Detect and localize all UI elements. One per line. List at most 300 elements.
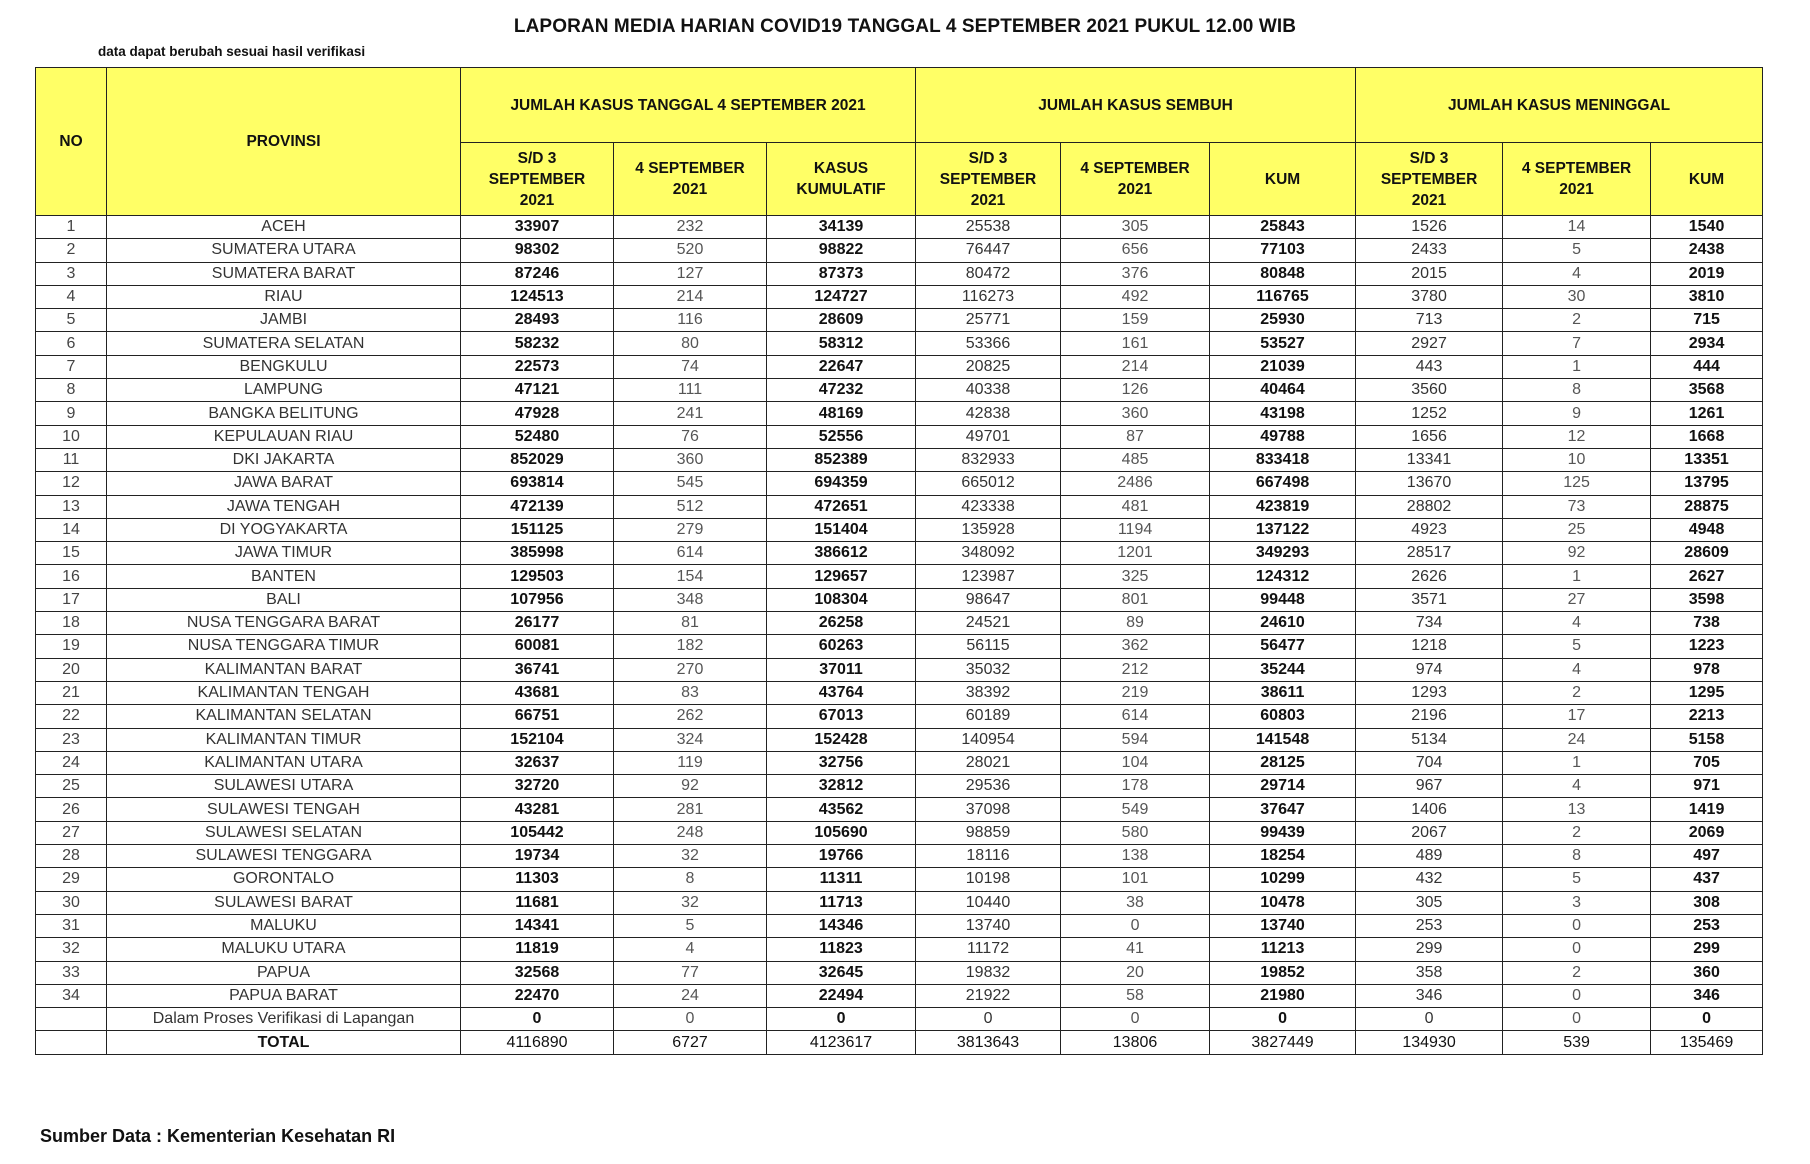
- cell-sd3-kasus: 0: [461, 1008, 614, 1031]
- header-line: SEPTEMBER: [939, 170, 1037, 188]
- cell-sd3-meninggal: 1218: [1356, 635, 1503, 658]
- cell-kum-sembuh: 43198: [1210, 402, 1356, 425]
- cell-sd3-sembuh: 35032: [916, 658, 1061, 681]
- cell-sd3-meninggal: 28802: [1356, 495, 1503, 518]
- cell-sd3-meninggal: 28517: [1356, 542, 1503, 565]
- cell-no: 26: [36, 798, 107, 821]
- cell-sd3-kasus: 124513: [461, 285, 614, 308]
- cell-kum-sembuh: 3827449: [1210, 1031, 1356, 1054]
- cell-no: 13: [36, 495, 107, 518]
- cell-kum-sembuh: 13740: [1210, 914, 1356, 937]
- cell-4sep-meninggal: 4: [1503, 658, 1651, 681]
- cell-sd3-sembuh: 423338: [916, 495, 1061, 518]
- cell-sd3-sembuh: 10198: [916, 868, 1061, 891]
- cell-kum-sembuh: 49788: [1210, 425, 1356, 448]
- cell-kum-sembuh: 37647: [1210, 798, 1356, 821]
- cell-kumulatif-kasus: 52556: [767, 425, 916, 448]
- cell-kum-meninggal: 13795: [1651, 472, 1763, 495]
- cell-no: 23: [36, 728, 107, 751]
- cell-kumulatif-kasus: 60263: [767, 635, 916, 658]
- cell-no: 4: [36, 285, 107, 308]
- cell-kum-sembuh: 29714: [1210, 775, 1356, 798]
- cell-no: 8: [36, 379, 107, 402]
- cell-4sep-kasus: 4: [614, 938, 767, 961]
- table-row: [36, 425, 1763, 448]
- cell-kumulatif-kasus: 694359: [767, 472, 916, 495]
- cell-no: 34: [36, 984, 107, 1007]
- cell-kum-meninggal: 971: [1651, 775, 1763, 798]
- cell-4sep-sembuh: 656: [1061, 239, 1210, 262]
- cell-sd3-sembuh: 832933: [916, 448, 1061, 471]
- cell-kum-sembuh: 116765: [1210, 285, 1356, 308]
- cell-sd3-kasus: 4116890: [461, 1031, 614, 1054]
- cell-kumulatif-kasus: 852389: [767, 448, 916, 471]
- cell-sd3-sembuh: 40338: [916, 379, 1061, 402]
- cell-provinsi: BANTEN: [107, 565, 461, 588]
- cell-kum-meninggal: 135469: [1651, 1031, 1763, 1054]
- cell-4sep-meninggal: 1: [1503, 751, 1651, 774]
- cell-4sep-sembuh: 492: [1061, 285, 1210, 308]
- cell-kum-sembuh: 667498: [1210, 472, 1356, 495]
- table-row: [36, 309, 1763, 332]
- cell-no: 22: [36, 705, 107, 728]
- cell-4sep-meninggal: 0: [1503, 1008, 1651, 1031]
- cell-provinsi: PAPUA: [107, 961, 461, 984]
- cell-sd3-kasus: 472139: [461, 495, 614, 518]
- table-row: [36, 542, 1763, 565]
- cell-4sep-sembuh: 178: [1061, 775, 1210, 798]
- cell-4sep-kasus: 545: [614, 472, 767, 495]
- cell-provinsi: KALIMANTAN UTARA: [107, 751, 461, 774]
- cell-no: 30: [36, 891, 107, 914]
- cell-kumulatif-kasus: 98822: [767, 239, 916, 262]
- cell-sd3-kasus: 105442: [461, 821, 614, 844]
- cell-kum-meninggal: 308: [1651, 891, 1763, 914]
- cell-4sep-sembuh: 87: [1061, 425, 1210, 448]
- cell-sd3-kasus: 33907: [461, 216, 614, 239]
- table-row: [36, 845, 1763, 868]
- cell-provinsi: ACEH: [107, 216, 461, 239]
- cell-provinsi: KALIMANTAN TIMUR: [107, 728, 461, 751]
- cell-no: 2: [36, 239, 107, 262]
- cell-kum-sembuh: 99448: [1210, 588, 1356, 611]
- cell-sd3-kasus: 11819: [461, 938, 614, 961]
- table-row: [36, 355, 1763, 378]
- cell-4sep-kasus: 127: [614, 262, 767, 285]
- cell-4sep-meninggal: 2: [1503, 961, 1651, 984]
- cell-no: 21: [36, 681, 107, 704]
- cell-no: 5: [36, 309, 107, 332]
- cell-kum-meninggal: 705: [1651, 751, 1763, 774]
- cell-sd3-meninggal: 974: [1356, 658, 1503, 681]
- cell-kumulatif-kasus: 11311: [767, 868, 916, 891]
- table-row: [36, 658, 1763, 681]
- header-4sep-sembuh: [1061, 143, 1210, 216]
- cell-kumulatif-kasus: 11713: [767, 891, 916, 914]
- table-row: [36, 868, 1763, 891]
- cell-sd3-meninggal: 4923: [1356, 518, 1503, 541]
- cell-kum-sembuh: 38611: [1210, 681, 1356, 704]
- cell-sd3-kasus: 22470: [461, 984, 614, 1007]
- cell-sd3-meninggal: 1526: [1356, 216, 1503, 239]
- cell-4sep-kasus: 154: [614, 565, 767, 588]
- table-row: [36, 518, 1763, 541]
- cell-kum-sembuh: 21980: [1210, 984, 1356, 1007]
- table-row: [36, 216, 1763, 239]
- cell-kumulatif-kasus: 34139: [767, 216, 916, 239]
- cell-sd3-kasus: 36741: [461, 658, 614, 681]
- cell-no: 1: [36, 216, 107, 239]
- cell-provinsi: SUMATERA SELATAN: [107, 332, 461, 355]
- cell-4sep-kasus: 116: [614, 309, 767, 332]
- cell-no: 31: [36, 914, 107, 937]
- cell-sd3-sembuh: 29536: [916, 775, 1061, 798]
- cell-4sep-kasus: 512: [614, 495, 767, 518]
- header-line: KUM: [1264, 170, 1301, 188]
- cell-sd3-kasus: 151125: [461, 518, 614, 541]
- cell-provinsi: JAMBI: [107, 309, 461, 332]
- cell-4sep-meninggal: 5: [1503, 239, 1651, 262]
- cell-provinsi: KALIMANTAN SELATAN: [107, 705, 461, 728]
- table-row: [36, 891, 1763, 914]
- cell-kumulatif-kasus: 67013: [767, 705, 916, 728]
- cell-4sep-sembuh: 360: [1061, 402, 1210, 425]
- cell-4sep-sembuh: 126: [1061, 379, 1210, 402]
- cell-kumulatif-kasus: 37011: [767, 658, 916, 681]
- cell-kum-meninggal: 2934: [1651, 332, 1763, 355]
- cell-kumulatif-kasus: 22494: [767, 984, 916, 1007]
- cell-sd3-sembuh: 348092: [916, 542, 1061, 565]
- cell-no: 17: [36, 588, 107, 611]
- cell-provinsi: DI YOGYAKARTA: [107, 518, 461, 541]
- cell-4sep-sembuh: 801: [1061, 588, 1210, 611]
- header-group-kasus: JUMLAH KASUS TANGGAL 4 SEPTEMBER 2021: [461, 68, 916, 143]
- cell-4sep-sembuh: 0: [1061, 914, 1210, 937]
- cell-no: 24: [36, 751, 107, 774]
- cell-no: 10: [36, 425, 107, 448]
- cell-4sep-sembuh: 362: [1061, 635, 1210, 658]
- cell-sd3-sembuh: 18116: [916, 845, 1061, 868]
- cell-sd3-sembuh: 38392: [916, 681, 1061, 704]
- cell-no: 7: [36, 355, 107, 378]
- cell-sd3-kasus: 52480: [461, 425, 614, 448]
- cell-kum-sembuh: 10478: [1210, 891, 1356, 914]
- cell-sd3-kasus: 58232: [461, 332, 614, 355]
- cell-sd3-kasus: 66751: [461, 705, 614, 728]
- cell-sd3-meninggal: 13341: [1356, 448, 1503, 471]
- cell-sd3-sembuh: 135928: [916, 518, 1061, 541]
- cell-4sep-sembuh: 104: [1061, 751, 1210, 774]
- cell-sd3-sembuh: 10440: [916, 891, 1061, 914]
- header-line: SEPTEMBER: [1380, 170, 1478, 188]
- cell-no: 6: [36, 332, 107, 355]
- cell-sd3-kasus: 14341: [461, 914, 614, 937]
- cell-kum-sembuh: 141548: [1210, 728, 1356, 751]
- cell-4sep-sembuh: 89: [1061, 612, 1210, 635]
- cell-sd3-sembuh: 116273: [916, 285, 1061, 308]
- cell-4sep-kasus: 360: [614, 448, 767, 471]
- cell-4sep-kasus: 81: [614, 612, 767, 635]
- table-row: [36, 612, 1763, 635]
- cell-sd3-sembuh: 3813643: [916, 1031, 1061, 1054]
- cell-sd3-kasus: 43281: [461, 798, 614, 821]
- cell-4sep-sembuh: 614: [1061, 705, 1210, 728]
- cell-kum-meninggal: 0: [1651, 1008, 1763, 1031]
- header-kum-meninggal: [1651, 143, 1763, 216]
- table-row: [36, 402, 1763, 425]
- cell-sd3-meninggal: 734: [1356, 612, 1503, 635]
- cell-no: 32: [36, 938, 107, 961]
- cell-4sep-sembuh: 20: [1061, 961, 1210, 984]
- cell-provinsi: BENGKULU: [107, 355, 461, 378]
- cell-4sep-sembuh: 212: [1061, 658, 1210, 681]
- cell-kumulatif-kasus: 129657: [767, 565, 916, 588]
- cell-4sep-meninggal: 5: [1503, 635, 1651, 658]
- cell-provinsi: SULAWESI TENGAH: [107, 798, 461, 821]
- table-row: [36, 984, 1763, 1007]
- cell-kumulatif-kasus: 43562: [767, 798, 916, 821]
- cell-kum-meninggal: 2019: [1651, 262, 1763, 285]
- cell-4sep-sembuh: 594: [1061, 728, 1210, 751]
- cell-provinsi: BALI: [107, 588, 461, 611]
- cell-sd3-kasus: 22573: [461, 355, 614, 378]
- cell-kum-meninggal: 2627: [1651, 565, 1763, 588]
- cell-provinsi: BANGKA BELITUNG: [107, 402, 461, 425]
- cell-kum-meninggal: 2438: [1651, 239, 1763, 262]
- cell-kum-sembuh: 24610: [1210, 612, 1356, 635]
- cell-4sep-sembuh: 485: [1061, 448, 1210, 471]
- cell-4sep-kasus: 614: [614, 542, 767, 565]
- cell-sd3-meninggal: 3780: [1356, 285, 1503, 308]
- cell-kum-meninggal: 738: [1651, 612, 1763, 635]
- cell-4sep-meninggal: 0: [1503, 914, 1651, 937]
- cell-4sep-kasus: 348: [614, 588, 767, 611]
- table-row: [36, 565, 1763, 588]
- cell-4sep-kasus: 119: [614, 751, 767, 774]
- cell-sd3-kasus: 19734: [461, 845, 614, 868]
- cell-provinsi: JAWA TENGAH: [107, 495, 461, 518]
- cell-4sep-meninggal: 27: [1503, 588, 1651, 611]
- cell-4sep-sembuh: 1194: [1061, 518, 1210, 541]
- cell-sd3-meninggal: 967: [1356, 775, 1503, 798]
- cell-4sep-kasus: 520: [614, 239, 767, 262]
- cell-sd3-kasus: 32568: [461, 961, 614, 984]
- cell-kum-meninggal: 1419: [1651, 798, 1763, 821]
- cell-provinsi: KEPULAUAN RIAU: [107, 425, 461, 448]
- cell-sd3-meninggal: 13670: [1356, 472, 1503, 495]
- cell-4sep-meninggal: 8: [1503, 379, 1651, 402]
- cell-provinsi: NUSA TENGGARA TIMUR: [107, 635, 461, 658]
- cell-sd3-kasus: 60081: [461, 635, 614, 658]
- cell-sd3-sembuh: 19832: [916, 961, 1061, 984]
- cell-sd3-sembuh: 49701: [916, 425, 1061, 448]
- cell-4sep-meninggal: 4: [1503, 775, 1651, 798]
- header-sd3-sembuh: [916, 143, 1061, 216]
- cell-no: [36, 1031, 107, 1054]
- cell-kum-meninggal: 253: [1651, 914, 1763, 937]
- cell-kum-sembuh: 28125: [1210, 751, 1356, 774]
- cell-kum-meninggal: 1668: [1651, 425, 1763, 448]
- cell-sd3-meninggal: 2015: [1356, 262, 1503, 285]
- cell-kum-sembuh: 77103: [1210, 239, 1356, 262]
- cell-4sep-meninggal: 2: [1503, 681, 1651, 704]
- table-row: [36, 379, 1763, 402]
- cell-kumulatif-kasus: 48169: [767, 402, 916, 425]
- cell-sd3-sembuh: 42838: [916, 402, 1061, 425]
- cell-sd3-meninggal: 2626: [1356, 565, 1503, 588]
- cell-sd3-kasus: 32637: [461, 751, 614, 774]
- cell-sd3-kasus: 852029: [461, 448, 614, 471]
- cell-kum-sembuh: 40464: [1210, 379, 1356, 402]
- cell-sd3-sembuh: 60189: [916, 705, 1061, 728]
- cell-provinsi: JAWA TIMUR: [107, 542, 461, 565]
- cell-kum-meninggal: 3810: [1651, 285, 1763, 308]
- cell-kum-meninggal: 3598: [1651, 588, 1763, 611]
- cell-4sep-meninggal: 5: [1503, 868, 1651, 891]
- table-row: [36, 751, 1763, 774]
- cell-kum-meninggal: 299: [1651, 938, 1763, 961]
- cell-4sep-kasus: 270: [614, 658, 767, 681]
- cell-kum-sembuh: 21039: [1210, 355, 1356, 378]
- cell-no: 25: [36, 775, 107, 798]
- cell-sd3-meninggal: 305: [1356, 891, 1503, 914]
- cell-sd3-sembuh: 20825: [916, 355, 1061, 378]
- cell-kum-meninggal: 360: [1651, 961, 1763, 984]
- header-line: S/D 3: [968, 149, 1008, 167]
- cell-4sep-meninggal: 3: [1503, 891, 1651, 914]
- header-provinsi: PROVINSI: [107, 68, 461, 216]
- cell-sd3-kasus: 87246: [461, 262, 614, 285]
- cell-4sep-kasus: 8: [614, 868, 767, 891]
- cell-sd3-sembuh: 56115: [916, 635, 1061, 658]
- cell-kum-meninggal: 5158: [1651, 728, 1763, 751]
- header-kumulatif-kasus: [767, 143, 916, 216]
- cell-sd3-meninggal: 5134: [1356, 728, 1503, 751]
- cell-kum-sembuh: 10299: [1210, 868, 1356, 891]
- cell-4sep-meninggal: 125: [1503, 472, 1651, 495]
- cell-provinsi: SULAWESI BARAT: [107, 891, 461, 914]
- cell-4sep-meninggal: 4: [1503, 262, 1651, 285]
- header-line: 2021: [1117, 181, 1153, 198]
- table-row: [36, 681, 1763, 704]
- header-line: 2021: [519, 191, 555, 209]
- cell-kum-meninggal: 28609: [1651, 542, 1763, 565]
- cell-kum-sembuh: 11213: [1210, 938, 1356, 961]
- header-sd3-kasus: [461, 143, 614, 216]
- cell-4sep-meninggal: 0: [1503, 984, 1651, 1007]
- cell-sd3-sembuh: 140954: [916, 728, 1061, 751]
- cell-sd3-meninggal: 3571: [1356, 588, 1503, 611]
- cell-provinsi: SUMATERA BARAT: [107, 262, 461, 285]
- cell-kum-meninggal: 346: [1651, 984, 1763, 1007]
- cell-no: 11: [36, 448, 107, 471]
- cell-kum-sembuh: 0: [1210, 1008, 1356, 1031]
- cell-4sep-kasus: 232: [614, 216, 767, 239]
- cell-4sep-meninggal: 539: [1503, 1031, 1651, 1054]
- table-row: [36, 1008, 1763, 1031]
- cell-kum-sembuh: 25930: [1210, 309, 1356, 332]
- table-row: [36, 472, 1763, 495]
- cell-provinsi: LAMPUNG: [107, 379, 461, 402]
- cell-kum-meninggal: 2069: [1651, 821, 1763, 844]
- cell-provinsi: Dalam Proses Verifikasi di Lapangan: [107, 1008, 461, 1031]
- cell-4sep-kasus: 0: [614, 1008, 767, 1031]
- cell-sd3-meninggal: 346: [1356, 984, 1503, 1007]
- cell-sd3-sembuh: 123987: [916, 565, 1061, 588]
- cell-provinsi: DKI JAKARTA: [107, 448, 461, 471]
- cell-4sep-kasus: 24: [614, 984, 767, 1007]
- cell-sd3-kasus: 11303: [461, 868, 614, 891]
- cell-4sep-sembuh: 219: [1061, 681, 1210, 704]
- cell-kum-sembuh: 25843: [1210, 216, 1356, 239]
- cell-no: 27: [36, 821, 107, 844]
- cell-sd3-meninggal: 713: [1356, 309, 1503, 332]
- cell-provinsi: PAPUA BARAT: [107, 984, 461, 1007]
- cell-sd3-sembuh: 25771: [916, 309, 1061, 332]
- cell-provinsi: SUMATERA UTARA: [107, 239, 461, 262]
- cell-kum-meninggal: 2213: [1651, 705, 1763, 728]
- header-line: 2021: [1559, 181, 1594, 198]
- cell-no: 19: [36, 635, 107, 658]
- header-line: S/D 3: [1409, 149, 1449, 167]
- cell-provinsi: GORONTALO: [107, 868, 461, 891]
- cell-sd3-meninggal: 299: [1356, 938, 1503, 961]
- cell-4sep-kasus: 111: [614, 379, 767, 402]
- cell-sd3-meninggal: 3560: [1356, 379, 1503, 402]
- cell-4sep-kasus: 182: [614, 635, 767, 658]
- cell-kumulatif-kasus: 22647: [767, 355, 916, 378]
- table-row: [36, 821, 1763, 844]
- cell-no: 15: [36, 542, 107, 565]
- cell-kumulatif-kasus: 0: [767, 1008, 916, 1031]
- header-no: NO: [36, 68, 107, 216]
- cell-kumulatif-kasus: 11823: [767, 938, 916, 961]
- cell-4sep-sembuh: 159: [1061, 309, 1210, 332]
- cell-sd3-meninggal: 2196: [1356, 705, 1503, 728]
- cell-4sep-meninggal: 12: [1503, 425, 1651, 448]
- header-line: 4 SEPTEMBER: [1080, 160, 1190, 177]
- cell-4sep-meninggal: 17: [1503, 705, 1651, 728]
- cell-sd3-meninggal: 134930: [1356, 1031, 1503, 1054]
- header-line: KASUS: [813, 160, 869, 177]
- header-line: 4 SEPTEMBER: [1521, 160, 1632, 177]
- cell-sd3-kasus: 129503: [461, 565, 614, 588]
- covid-report-table: [35, 67, 1763, 1055]
- cell-provinsi: KALIMANTAN TENGAH: [107, 681, 461, 704]
- cell-kumulatif-kasus: 47232: [767, 379, 916, 402]
- cell-4sep-meninggal: 9: [1503, 402, 1651, 425]
- cell-sd3-kasus: 152104: [461, 728, 614, 751]
- cell-4sep-sembuh: 580: [1061, 821, 1210, 844]
- cell-sd3-sembuh: 37098: [916, 798, 1061, 821]
- cell-4sep-meninggal: 2: [1503, 821, 1651, 844]
- header-line: 4 SEPTEMBER: [635, 160, 745, 177]
- cell-kum-sembuh: 833418: [1210, 448, 1356, 471]
- data-source: Sumber Data : Kementerian Kesehatan RI: [40, 1126, 396, 1146]
- cell-no: 16: [36, 565, 107, 588]
- cell-kum-meninggal: 28875: [1651, 495, 1763, 518]
- total-row: [36, 1031, 1763, 1054]
- cell-4sep-meninggal: 25: [1503, 518, 1651, 541]
- verification-note: data dapat berubah sesuai hasil verifikasi: [98, 44, 366, 59]
- table-row: [36, 914, 1763, 937]
- cell-no: 29: [36, 868, 107, 891]
- cell-sd3-meninggal: 2433: [1356, 239, 1503, 262]
- cell-no: 12: [36, 472, 107, 495]
- cell-4sep-sembuh: 58: [1061, 984, 1210, 1007]
- cell-kumulatif-kasus: 4123617: [767, 1031, 916, 1054]
- cell-4sep-sembuh: 2486: [1061, 472, 1210, 495]
